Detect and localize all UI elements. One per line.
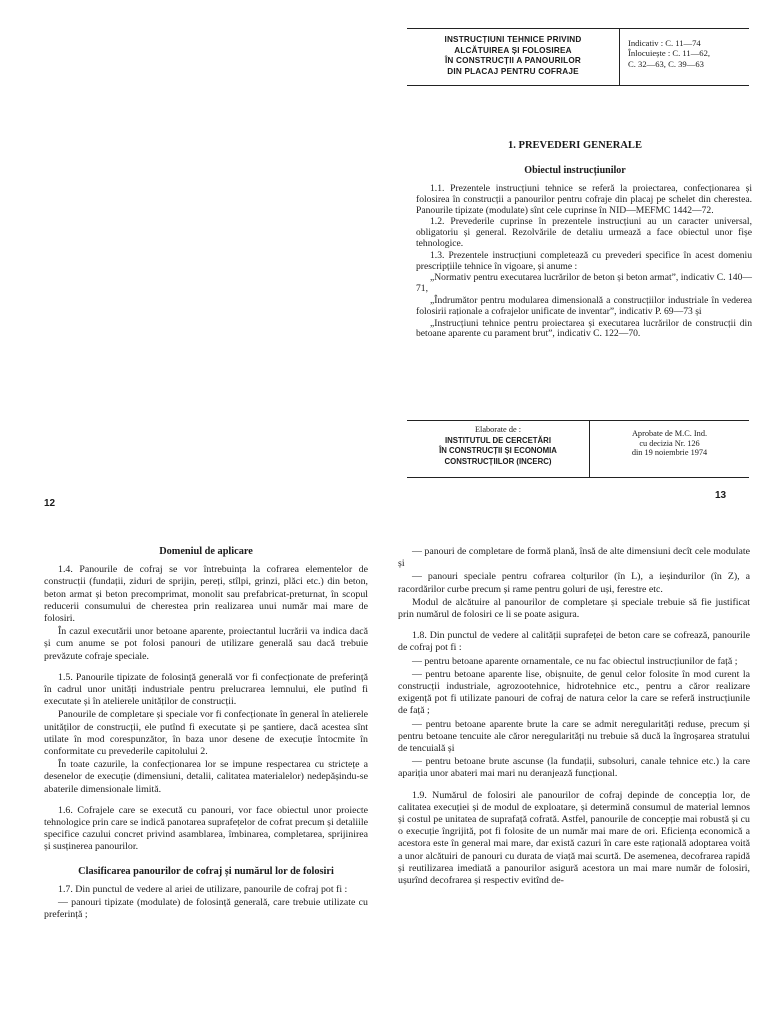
inlocuieste-text-2: C. 32—63, C. 39—63 [628,58,704,69]
section-heading: Domeniul de aplicare [159,546,253,557]
paragraph: „Îndrumător pentru modularea dimensională a construcțiilor industriale în vederea folosirii raționale a cofrajelor unificate de inventar”, indicativ P. 69—73 și [416,294,752,317]
paragraph: 1.7. Din punctul de vedere al ariei de utilizare, panourile de cofraj pot fi : [58,883,348,895]
approval-box [407,420,749,478]
left-column [44,546,368,922]
paragraph: 1.2. Prevederile cuprinse în prezentele instrucțiuni au un caracter universal, obligatoriu și general. Rezolvările de detaliu urmează a face obiectul unor fișe tehnologice. [416,216,752,249]
title-line: DIN PLACAJ PENTRU COFRAJE [447,66,579,76]
title-line: ÎN CONSTRUCȚII A PANOURILOR [444,56,582,65]
paragraph: Modul de alcătuire al panourilor de completare și speciale trebuie să fie justificat prin numărul de folosiri ce li se poate asigura. [398,596,750,621]
paragraph: — pentru betoane brute ascunse (la fundații, subsoluri, canale tehnice etc.) la care apariția unor abateri mai mari nu deranjează funcțional. [398,756,750,780]
approval-line: cu decizia Nr. 126 [639,438,700,448]
indicativ-text: Indicativ : C. 11—74 [628,38,701,48]
subsection-title: Obiectul instrucțiunilor [524,165,626,176]
institute-line: INSTITUTUL DE CERCETĂRI [445,435,551,445]
document-title [407,29,620,85]
inlocuieste-text: Înlocuiește : C. 11—62, [628,48,711,59]
elaborated-by [407,421,590,477]
paragraph: 1.9. Numărul de folosiri ale panourilor de cofraj depinde de concepția lor, de calitatea execuției și de modul de exploatare, și determină consumul de material lemnos și costul pe unitatea de suprafață cofrată. Astfel, panourile de concepție mai robustă și cu o execuție îngrijită, pot fi folosite de un număr mai mare de ori. Eficiența economică a acestora este în general mai mare, dar există cazuri în care este rațională adoptarea voită a unor alcătuiri de panouri cu durata de viață mai scurtă. De asemenea, decofrarea rapidă și reutilizarea imediată a panourilor asigură acestora un mai mare număr de folosiri, ușurînd decofrarea și respectiv evitînd de- [398,789,750,887]
paragraph: 1.1. Prezentele instrucțiuni tehnice se referă la proiectarea, confecționarea și folosirea în construcții a panourilor pentru cofraje din placaj pe schelet din cherestea. Panourile tipizate (modulate) sînt cele cuprinse în NID—MEFMC 1442—72. [416,183,752,216]
approval-line: din 19 noiembrie 1974 [631,448,708,457]
page-number-right: 13 [715,490,727,501]
paragraph: — panouri tipizate (modulate) de folosință generală, care trebuie utilizate cu preferință ; [44,897,368,921]
approval-line: Aprobate de M.C. Ind. [631,429,708,438]
paragraph: 1.8. Din punctul de vedere al calității suprafeței de beton care se cofrează, panourile de cofraj pot fi : [398,630,750,654]
paragraph: „Instrucțiuni tehnice pentru proiectarea și executarea lucrărilor de construcții din betoane aparente cu parament brut”, indicativ C. 122—70. [416,317,752,340]
document-header-table [407,28,749,86]
paragraph: 1.5. Panourile tipizate de folosință generală vor fi confecționate de preferință în cadrul unor unități industriale pentru prelucrarea lemnului, ele putînd fi executate și în atelierele unităților de construcții. [44,671,368,708]
paragraph: În toate cazurile, la confecționarea lor se impune respectarea cu strictețe a desenelor de execuție (dimensiuni, detalii, calitatea materialelor) nedepășindu-se abaterile dimensionale limită. [44,759,368,795]
paragraph: Panourile de completare și speciale vor fi confecționate în general în atelierele unităților de construcții, ele putînd fi executate și pe șantiere, dacă acestea sînt utilate în mod corespunzător, în baza unor desene de execuție întocmite în conformitate cu prevederile capitolului 2. [44,709,368,758]
elaborat-label: Elaborate de : [474,425,522,434]
paragraph: — pentru betoane aparente lise, obișnuite, de genul celor folosite în mod curent la construcții industriale, agrozootehnice, hidrotehnice etc., pentru a căror realizare exigență pot fi utilizate panouri de cofraj de natura celor la care se referă instrucțiunile de față ; [398,668,750,717]
section-title: 1. PREVEDERI GENERALE [508,140,642,151]
paragraph: — pentru betoane aparente ornamentale, ce nu fac obiectul instrucțiunilor de față ; [412,655,738,667]
paragraph: „Normativ pentru executarea lucrărilor de beton și beton armat”, indicativ C. 140—71, [416,272,752,295]
paragraph: 1.4. Panourile de cofraj se vor întrebuința la cofrarea elementelor de construcții (fundații, ziduri de sprijin, pereți, stîlpi, grinzi, plăci etc.) din beton, beton armat și beton precomprimat, monolit sau prefabricat-preturnat, în scopul reducerii consumului de cherestea prin realizarea unui număr mai mare de folosiri. [44,564,368,625]
section-heading: Clasificarea panourilor de cofraj și numărul lor de folosiri [78,865,334,877]
page-13-body [416,184,752,341]
right-column [398,546,750,888]
paragraph: — pentru betoane aparente brute la care se admit neregularități reduse, precum și pentru betoane tencuite ale căror neregularități nu trebuie să ducă la îngroșarea stratului de tencuială și [398,718,750,755]
title-line: ALCĂTUIREA ȘI FOLOSIREA [454,45,572,55]
paragraph: — panouri speciale pentru cofrarea colțurilor (în L), a ieșindurilor (în Z), a racordărilor curbe precum și ramе pentru goluri de uși, ferestre etc. [398,571,750,595]
paragraph: În cazul executării unor betoane aparente, proiectantul lucrării va indica dacă și cum anume se pot folosi panouri de utilizare generală sau dacă trebuie prevăzute cofraje speciale. [44,626,368,662]
approved-by [590,421,749,477]
paragraph: — panouri de completare de formă plană, însă de alte dimensiuni decît cele modulate și [398,546,750,570]
title-line: INSTRUCȚIUNI TEHNICE PRIVIND [444,35,582,44]
document-indicativ [620,29,749,85]
paragraph: 1.6. Cofrajele care se execută cu panouri, vor face obiectul unor proiecte tehnologice prin care se indică panotarea suprafețelor de cofrat precum și detaliile specifice cazului concret privind asamblarea, îmbinarea, completarea, sprijinirea și susținerea panourilor. [44,804,368,853]
paragraph: 1.3. Prezentele instrucțiuni completează cu prevederi specifice în acest domeniu prescripțiile tehnice în vigoare, și anume : [416,249,752,272]
institute-line: CONSTRUCȚIILOR (INCERC) [444,456,552,466]
page-number-left: 12 [44,498,56,509]
institute-line: ÎN CONSTRUCȚII ȘI ECONOMIA [439,446,557,455]
